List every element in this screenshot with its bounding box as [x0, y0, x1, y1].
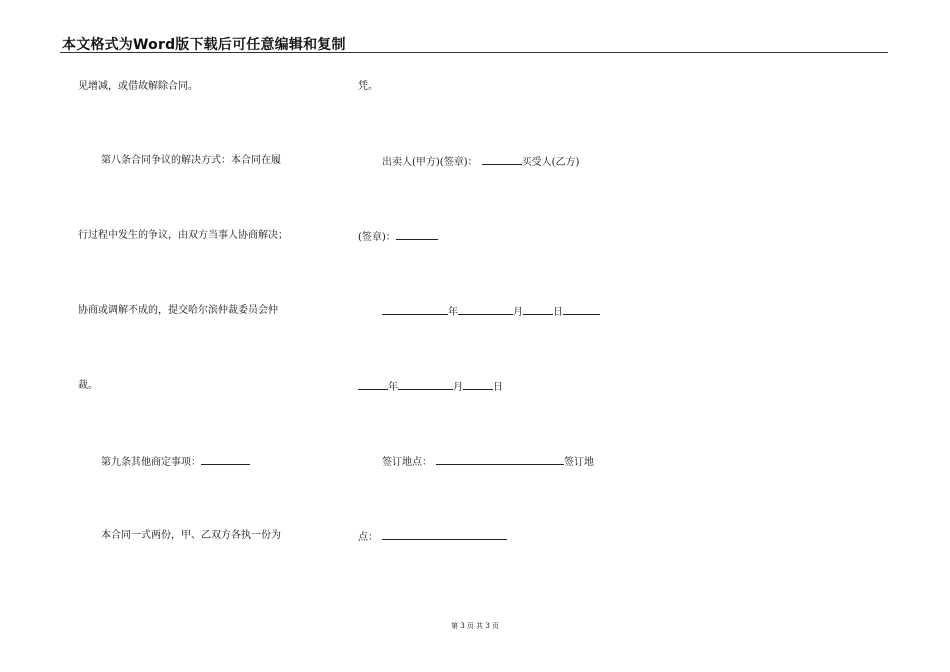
seller-trailing-blank: [563, 304, 600, 315]
left-line-1: 见增减，或借故解除合同。: [78, 81, 198, 92]
signing-place-label-2: 点：: [358, 532, 378, 543]
left-line-3: 行过程中发生的争议，由双方当事人协商解决；: [78, 230, 288, 241]
header-divider: [60, 52, 888, 53]
right-line-3: [358, 229, 438, 245]
document-header-title: 本文格式为Word版下载后可任意编辑和复制: [62, 37, 346, 53]
buyer-month-label: 月: [453, 382, 463, 393]
left-line-2: 第八条合同争议的解决方式：本合同在履: [101, 155, 281, 166]
seller-date-line: [382, 304, 600, 320]
left-line-5: 裁。: [78, 380, 98, 391]
seller-year-label: 年: [448, 307, 458, 318]
signing-place-blank: [436, 454, 564, 465]
buyer-year-blank: [358, 379, 388, 390]
seller-year-blank: [382, 304, 448, 315]
signing-place-label: 签订地点：: [382, 457, 432, 468]
right-line-2: [382, 154, 579, 170]
buyer-date-line: [358, 379, 503, 395]
seller-signature-label: 出卖人(甲方)(签章)：: [382, 157, 478, 168]
right-line-1: 凭。: [358, 81, 378, 92]
other-matters-blank: [201, 454, 250, 465]
buyer-year-label: 年: [388, 382, 398, 393]
page-number: 第 3 页 共 3 页: [450, 622, 500, 630]
signing-place-blank-2: [382, 529, 507, 540]
seller-month-label: 月: [513, 307, 523, 318]
left-line-4: 协商或调解不成的，提交哈尔滨仲裁委员会仲: [78, 305, 278, 316]
signing-place-line-2: [358, 529, 507, 545]
left-line-7: 本合同一式两份，甲、乙双方各执一份为: [101, 530, 281, 541]
buyer-month-blank: [398, 379, 453, 390]
other-matters-label: 第九条其他商定事项：: [101, 457, 201, 468]
buyer-signature-blank: [396, 229, 438, 240]
buyer-day-blank: [463, 379, 493, 390]
seller-day-label: 日: [553, 307, 563, 318]
seller-month-blank: [458, 304, 513, 315]
signing-place-suffix: 签订地: [564, 457, 594, 468]
left-line-6: [101, 454, 250, 470]
seller-signature-blank: [482, 154, 522, 165]
signing-place-line: [382, 454, 594, 470]
buyer-signature-label: (签章)：: [358, 232, 396, 243]
buyer-day-label: 日: [493, 382, 503, 393]
buyer-label: 买受人(乙方): [521, 157, 580, 168]
seller-day-blank: [523, 304, 553, 315]
